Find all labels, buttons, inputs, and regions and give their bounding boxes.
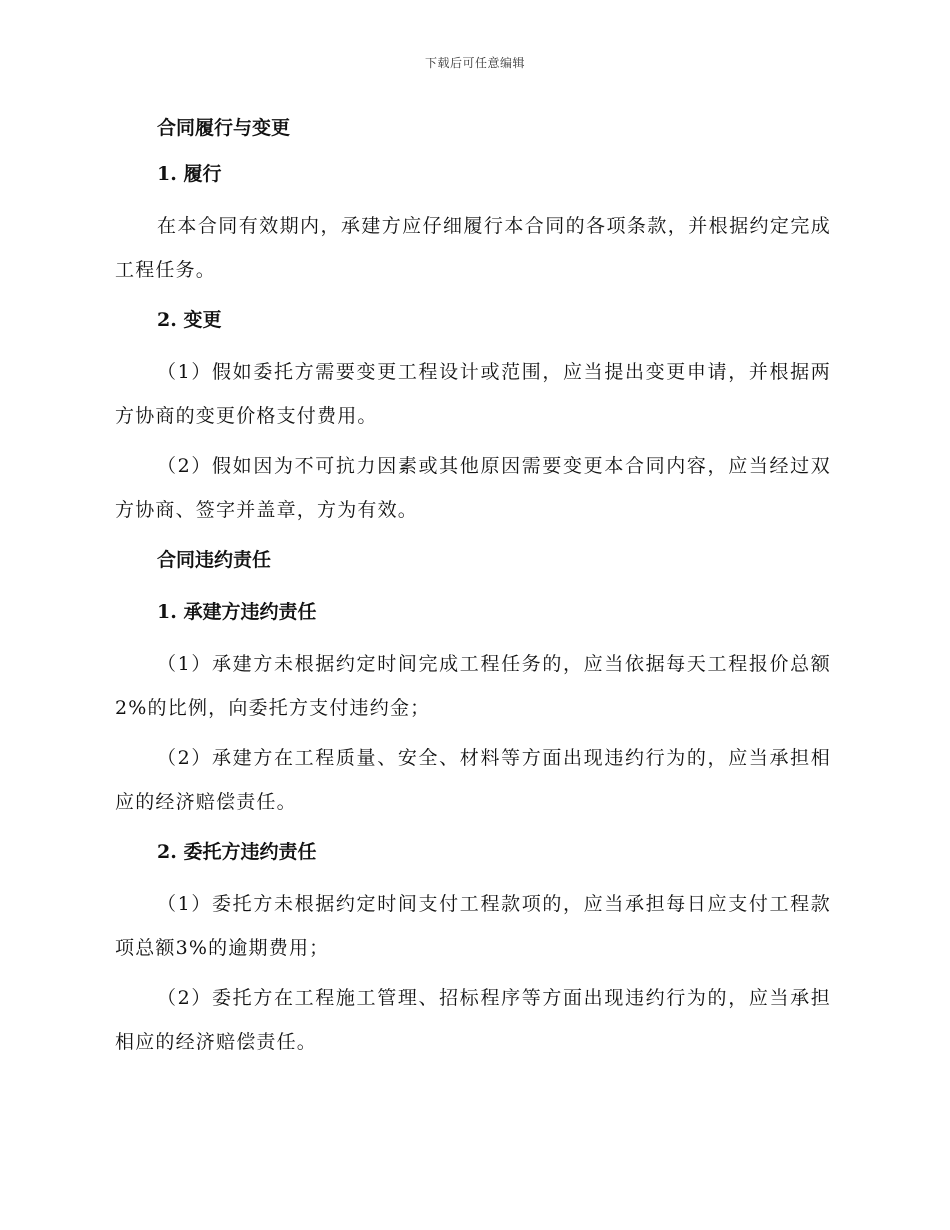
paragraph-performance: 在本合同有效期内，承建方应仔细履行本合同的各项条款，并根据约定完成工程任务。 <box>115 215 831 281</box>
subheading-performance: 1. 履行 <box>157 163 222 185</box>
document-body <box>115 106 831 1064</box>
paragraph-change-item-1: （1）假如委托方需要变更工程设计或范围，应当提出变更申请，并根据两方协商的变更价格支付费用。 <box>115 361 831 427</box>
subheading-change: 2. 变更 <box>157 309 222 331</box>
section-title-performance-change: 合同履行与变更 <box>157 117 291 139</box>
paragraph-contractor-item-1: （1）承建方未根据约定时间完成工程任务的，应当依据每天工程报价总额2%的比例，向委托方支付违约金； <box>115 653 831 719</box>
paragraph-change-item-2: （2）假如因为不可抗力因素或其他原因需要变更本合同内容，应当经过双方协商、签字并盖章，方为有效。 <box>115 455 831 521</box>
subheading-client-liability: 2. 委托方违约责任 <box>157 841 317 863</box>
section-title-liability: 合同违约责任 <box>157 549 272 571</box>
paragraph-client-item-1: （1）委托方未根据约定时间支付工程款项的，应当承担每日应支付工程款项总额3%的逾期费用； <box>115 893 831 959</box>
paragraph-contractor-item-2: （2）承建方在工程质量、安全、材料等方面出现违约行为的，应当承担相应的经济赔偿责任。 <box>115 747 831 813</box>
page-header-note: 下载后可任意编辑 <box>424 56 525 70</box>
subheading-contractor-liability: 1. 承建方违约责任 <box>157 601 317 623</box>
paragraph-client-item-2: （2）委托方在工程施工管理、招标程序等方面出现违约行为的，应当承担相应的经济赔偿责任。 <box>115 987 831 1053</box>
